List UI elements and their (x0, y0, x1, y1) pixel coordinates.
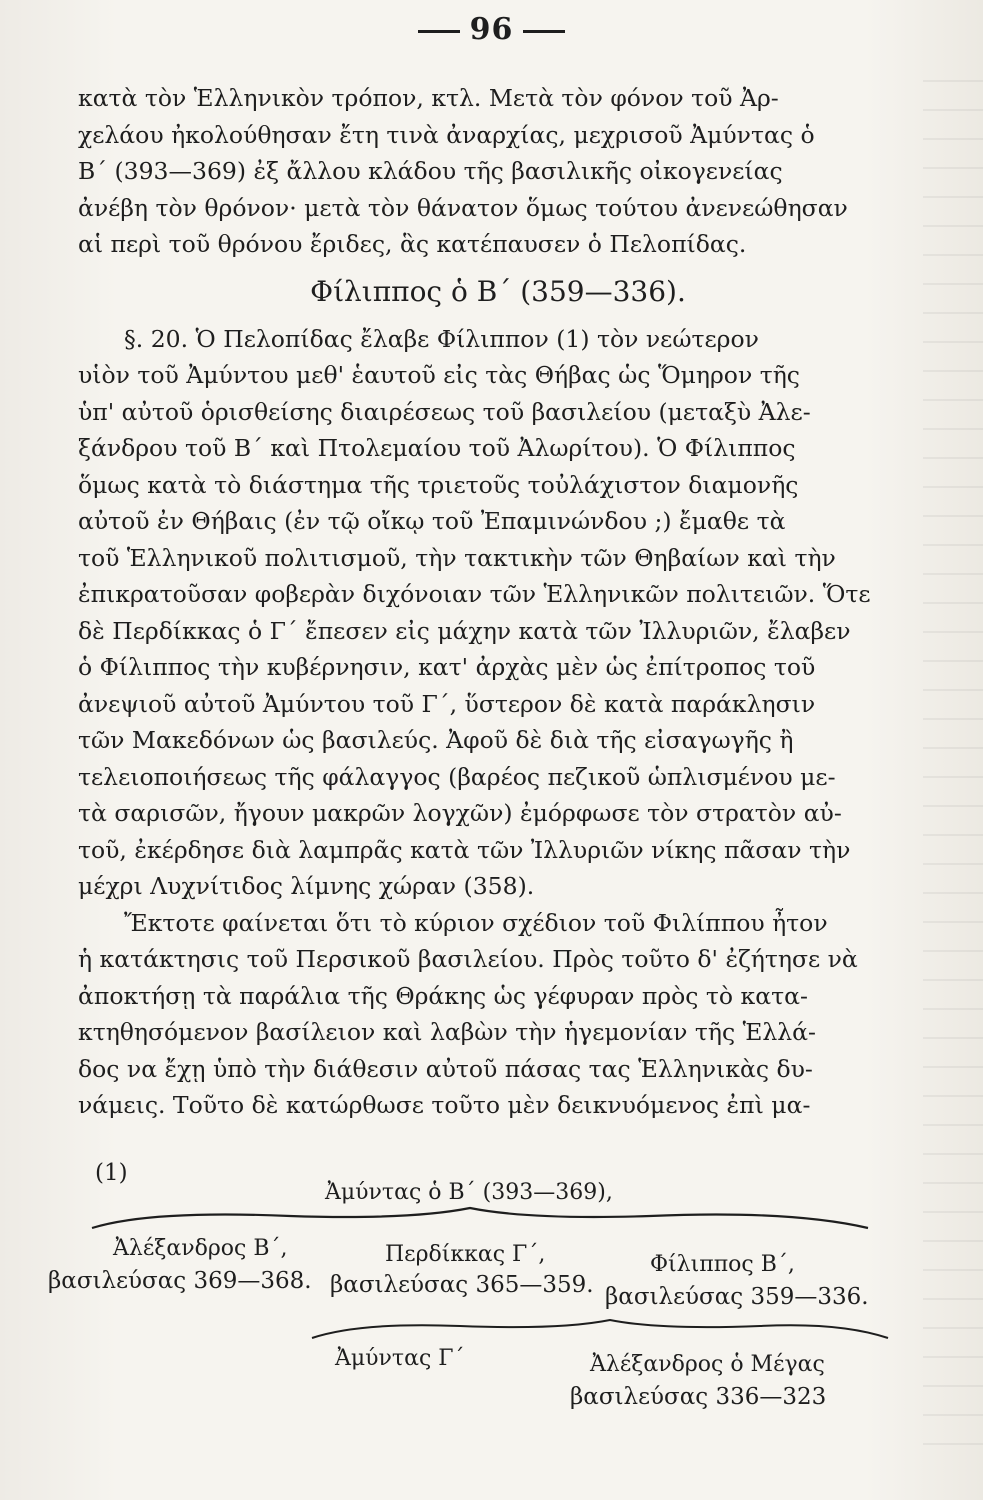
text-line: τὰ σαρισῶν, ἤγουν μακρῶν λογχῶν) ἐμόρφωσε τὸν στρατὸν αὐ- (78, 799, 842, 827)
text-line: τοῦ Ἑλληνικοῦ πολιτισμοῦ, τὴν τακτικὴν τῶν Θηβαίων καὶ τὴν (78, 543, 836, 572)
child-philip-ii-reign: βασιλεύσας 359—336. (605, 1284, 869, 1310)
text-line: ξάνδρου τοῦ Β΄ καὶ Πτολεμαίου τοῦ Ἀλωρίτου). Ὁ Φίλιππος (78, 434, 796, 462)
grandchild-alexander-great-name: Ἀλέξανδρος ὁ Μέγας (590, 1352, 825, 1377)
text-line: τῶν Μακεδόνων ὡς βασιλεύς. Ἀφοῦ δὲ διὰ τῆς εἰσαγωγῆς ἢ (78, 726, 794, 754)
child-alexander-ii-name: Ἀλέξανδρος Β΄, (113, 1236, 288, 1261)
paragraph-persian-plan (78, 905, 918, 1124)
text-line: δος να ἔχῃ ὑπὸ τὴν διάθεσιν αὐτοῦ πάσας τας Ἑλληνικὰς δυ- (78, 1054, 813, 1083)
grandchild-alexander-great-reign: βασιλεύσας 336—323 (570, 1384, 827, 1410)
page-number: 96 (469, 12, 514, 47)
header-dash-left (418, 30, 460, 33)
child-perdiccas-iii-name: Περδίκκας Γ΄, (385, 1242, 546, 1267)
text-line: κατὰ τὸν Ἑλληνικὸν τρόπον, κτλ. Μετὰ τὸν φόνον τοῦ Ἀρ- (78, 84, 779, 112)
brace-upper (90, 1206, 870, 1236)
text-line: αἱ περὶ τοῦ θρόνου ἔριδες, ἃς κατέπαυσεν ὁ Πελοπίδας. (78, 230, 747, 258)
text-line: ἐπικρατοῦσαν φοβερὰν διχόνοιαν τῶν Ἑλληνικῶν πολιτειῶν. Ὅτε (78, 580, 871, 608)
footnote-genealogy (0, 1160, 983, 1490)
text-line: ἀποκτήσῃ τὰ παράλια τῆς Θράκης ὡς γέφυραν πρὸς τὸ κατα- (78, 981, 808, 1010)
text-line: ἡ κατάκτησις τοῦ Περσικοῦ βασιλείου. Πρὸς τοῦτο δ' ἐζήτησε νὰ (78, 945, 858, 973)
text-line: κτηθησόμενον βασίλειον καὶ λαβὼν τὴν ἡγεμονίαν τῆς Ἑλλά- (78, 1018, 816, 1046)
text-line: §. 20. Ὁ Πελοπίδας ἔλαβε Φίλιππον (1) τὸν νεώτερον (124, 324, 759, 353)
body-text (78, 80, 918, 1124)
text-line: ὑπ' αὐτοῦ ὁρισθείσης διαιρέσεως τοῦ βασιλείου (μεταξὺ Ἀλε- (78, 397, 811, 426)
text-line: ἀνεψιοῦ αὐτοῦ Ἀμύντου τοῦ Γ΄, ὕστερον δὲ κατὰ παράκλησιν (78, 689, 816, 718)
text-line: ὅμως κατὰ τὸ διάστημα τῆς τριετοῦς τοὐλάχιστον διαμονῆς (78, 470, 799, 499)
header-dash-right (523, 30, 565, 33)
section-heading: Φίλιππος ὁ Β΄ (359—336). (310, 274, 686, 308)
genealogy-root: Ἀμύντας ὁ Β΄ (393—369), (325, 1180, 613, 1205)
text-line: τοῦ, ἐκέρδησε διὰ λαμπρᾶς κατὰ τῶν Ἰλλυριῶν νίκης πᾶσαν τὴν (78, 835, 851, 864)
text-line: χελάου ἠκολούθησαν ἔτη τινὰ ἀναρχίας, μεχρισοῦ Ἀμύντας ὁ (78, 120, 815, 149)
text-line: υἱὸν τοῦ Ἀμύντου μεθ' ἑαυτοῦ εἰς τὰς Θήβας ὡς Ὅμηρον τῆς (78, 361, 800, 389)
text-line: δὲ Περδίκκας ὁ Γ΄ ἔπεσεν εἰς μάχην κατὰ τῶν Ἰλλυριῶν, ἔλαβεν (78, 616, 851, 645)
child-alexander-ii-reign: βασιλεύσας 369—368. (48, 1268, 312, 1294)
text-line: Β΄ (393—369) ἐξ ἄλλου κλάδου τῆς βασιλικῆς οἰκογενείας (78, 157, 783, 185)
text-line: Ἔκτοτε φαίνεται ὅτι τὸ κύριον σχέδιον τοῦ Φιλίππου ἦτον (124, 908, 828, 937)
child-philip-ii-name: Φίλιππος Β΄, (650, 1252, 795, 1277)
grandchild-amyntas-iii: Ἀμύντας Γ΄ (335, 1346, 465, 1371)
text-line: νάμεις. Τοῦτο δὲ κατώρθωσε τοῦτο μὲν δεικνυόμενος ἐπὶ μα- (78, 1091, 811, 1119)
brace-lower (310, 1318, 890, 1344)
paragraph-intro (78, 80, 918, 263)
child-perdiccas-iii-reign: βασιλεύσας 365—359. (330, 1272, 594, 1298)
footnote-marker: (1) (95, 1160, 128, 1186)
text-line: ἀνέβη τὸν θρόνον· μετὰ τὸν θάνατον ὅμως τούτου ἀνενεώθησαν (78, 193, 848, 222)
text-line: αὐτοῦ ἐν Θήβαις (ἐν τῷ οἴκῳ τοῦ Ἐπαμινώνδου ;) ἔμαθε τὰ (78, 507, 786, 535)
paragraph-section-20 (78, 321, 918, 905)
text-line: τελειοποιήσεως τῆς φάλαγγος (βαρέος πεζικοῦ ὡπλισμένου με- (78, 762, 836, 791)
page-header (0, 12, 983, 47)
text-line: ὁ Φίλιππος τὴν κυβέρνησιν, κατ' ἀρχὰς μὲν ὡς ἐπίτροπος τοῦ (78, 653, 816, 681)
text-line: μέχρι Λυχνίτιδος λίμνης χώραν (358). (78, 872, 535, 900)
